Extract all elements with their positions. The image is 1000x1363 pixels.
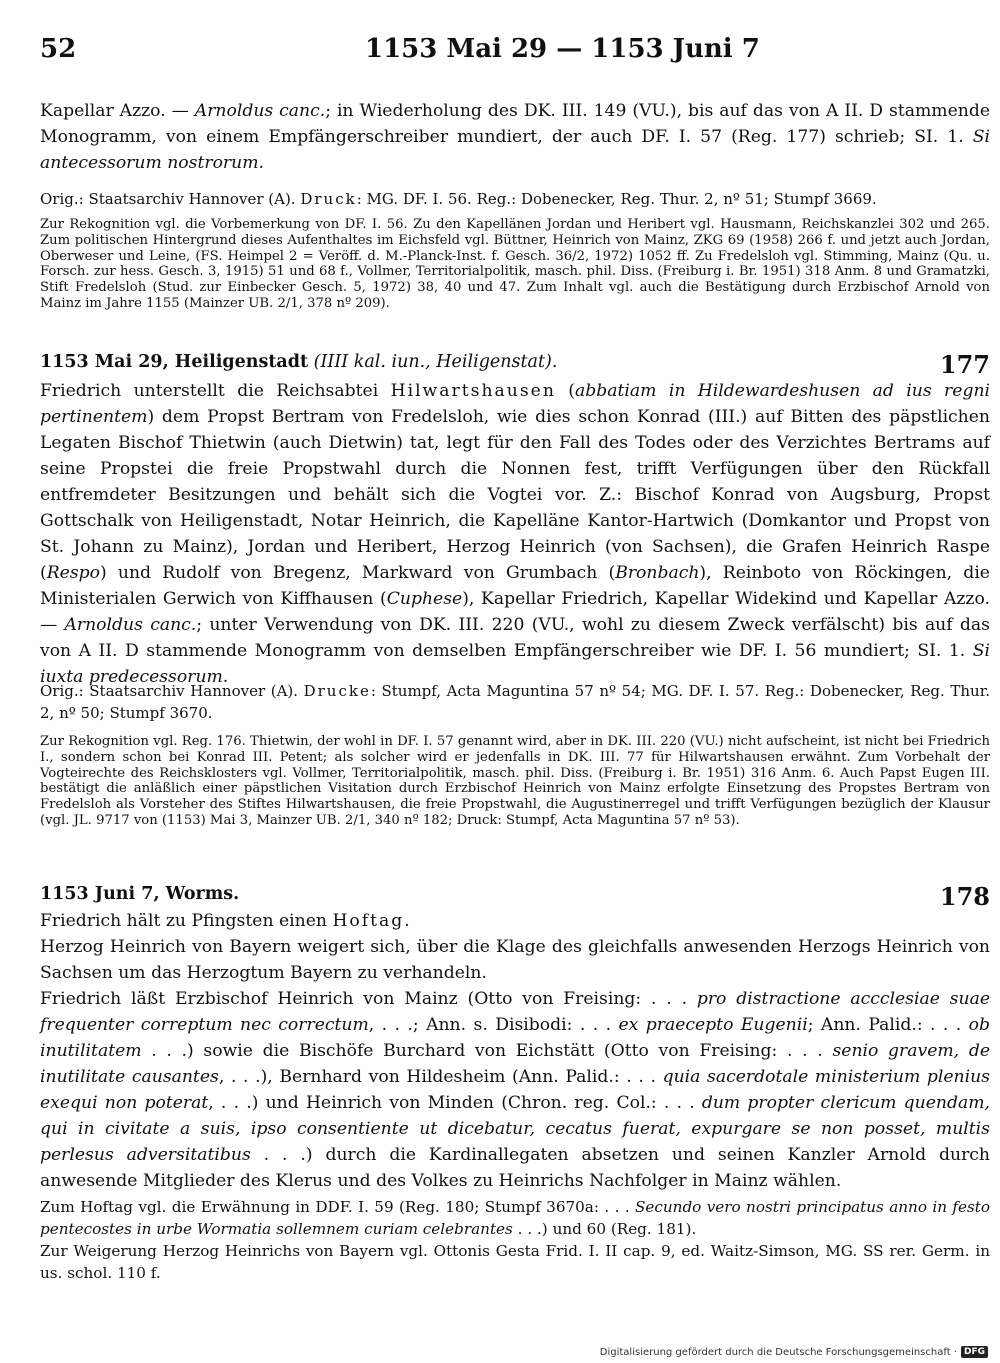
footer-credit xyxy=(600,1346,988,1358)
prev-entry-text: Kapellar Azzo. — Arnoldus canc.; in Wiederholung des DK. III. 149 (VU.), bis auf das von A II. D stammende Monogramm, von einem Empfängerschreiber mundiert, der auch DF. I. 57 (Reg. 177) schrieb; SI. 1. Si antecessorum nostrorum. xyxy=(40,101,991,173)
entry-177-text: Friedrich unterstellt die Reichsabtei Hilwartshausen (abbatiam in Hildewardeshusen ad ius regni pertinentem) dem Propst Bertram von Fredelsloh, wie dies schon Konrad (III.) auf Bitten des päpstlichen Legaten Bischof Thietwin (auch Dietwin) tat, legt für den Fall des Todes oder des Verzichtes Bertrams auf seine Propstei die freie Propstwahl durch die Nonnen fest, trifft Verfügungen über den Rückfall entfremdeter Besitzungen und behält sich die Vogtei vor. Z.: Bischof Konrad von Augsburg, Propst Gottschalk von Heiligenstadt, Notar Heinrich, die Kapelläne Kantor-Hartwich (Domkantor und Propst von St. Johann zu Mainz), Jordan und Heribert, Herzog Heinrich (von Sachsen), die Grafen Heinrich Raspe (Respo) und Rudolf von Bregenz, Markward von Grumbach (Bronbach), Reinboto von Röckingen, die Ministerialen Gerwich von Kiffhausen (Cuphese), Kapellar Friedrich, Kapellar Widekind und Kapellar Azzo. — Arnoldus canc.; unter Verwendung von DK. III. 220 (VU., wohl zu diesem Zweck verfälscht) bis auf das von A II. D stammende Monogramm von demselben Empfängerschreiber wie DF. I. 56 mundiert; SI. 1. Si iuxta predecessorum. xyxy=(40,381,991,687)
dfg-logo: DFG xyxy=(961,1346,988,1358)
entry-177-date: 1153 Mai 29, Heiligenstadt xyxy=(40,352,309,372)
prev-entry-note: Zur Rekognition vgl. die Vorbemerkung von DF. I. 56. Zu den Kapellänen Jordan und Heribert vgl. Hausmann, Reichskanzlei 302 und 265. Zum politischen Hintergrund dieses Aufenthaltes im Eichsfeld vgl. Büttner, Heinrich von Mainz, ZKG 69 (1958) 266 f. und jetzt auch Jordan, Oberweser und Leine, (FS. Heimpel 2 = Veröff. d. M.-Planck-Inst. f. Gesch. 36/2, 1972) 1052 ff. Zu Fredelsloh vgl. Stimming, Mainz (Qu. u. Forsch. zur hess. Gesch. 3, 1915) 51 und 68 f., Vollmer, Territorialpolitik, masch. phil. Diss. (Freiburg i. Br. 1951) 318 Anm. 8 und Gramatzki, Stift Fredelsloh (Stud. zur Einbecker Gesch. 5, 1972) 38, 40 und 47. Zum Inhalt vgl. auch die Bestätigung durch Erzbischof Arnold von Mainz im Jahre 1155 (Mainzer UB. 2/1, 378 nº 209). xyxy=(40,217,990,311)
page-header xyxy=(40,34,990,74)
entry-177-header xyxy=(40,352,990,380)
entry-178-number: 178 xyxy=(939,882,990,911)
page-number: 52 xyxy=(40,34,77,64)
entry-177-sources: Orig.: Staatsarchiv Hannover (A). Drucke: Stumpf, Acta Maguntina 57 nº 54; MG. DF. I. 57. Reg.: Dobenecker, Reg. Thur. 2, nº 50; Stumpf 3670. xyxy=(40,682,990,722)
entry-177-date-latin: (IIII kal. iun., Heiligenstat). xyxy=(313,352,558,372)
entry-177-note: Zur Rekognition vgl. Reg. 176. Thietwin, der wohl in DF. I. 57 genannt wird, aber in DK. III. 220 (VU.) nicht aufscheint, ist nicht bei Friedrich I., sondern schon bei Konrad III. Petent; als solcher wird er jedenfalls in DK. III. 77 für Hilwartshausen erwähnt. Zum Vorbehalt der Vogteirechte des Reichsklosters vgl. Vollmer, Territorialpolitik, masch. phil. Diss. (Freiburg i. Br. 1951) 316 Anm. 6. Auch Papst Eugen III. bestätigt die anläßlich einer päpstlichen Visitation durch Erzbischof Heinrich von Mainz erfolgte Einsetzung des Propstes Bertram von Fredelsloh als Vorsteher des Stiftes Hilwartshausen, die freie Propstwahl, die Augustinerregel und trifft Verfügungen bezüglich der Klausur (vgl. JL. 9717 von (1153) Mai 3, Mainzer UB. 2/1, 340 nº 182; Druck: Stumpf, Acta Maguntina 57 nº 53). xyxy=(40,734,990,828)
entry-178-date: 1153 Juni 7, Worms. xyxy=(40,884,240,904)
running-head: 1153 Mai 29 — 1153 Juni 7 xyxy=(365,34,760,64)
entry-178-notes: Zum Hoftag vgl. die Erwähnung in DDF. I. 59 (Reg. 180; Stumpf 3670a: . . . Secundo vero nostri principatus anno in festo pentecostes in urbe Wormatia sollemnem curiam celebrantes . . .) und 60 (Reg. 181). Zur Weigerung Herzog Heinrichs von Bayern vgl. Ottonis Gesta Frid. I. II cap. 9, ed. Waitz-Simson, MG. SS rer. Germ. in us. schol. 110 f. xyxy=(40,1198,991,1282)
entry-177-number: 177 xyxy=(939,350,990,379)
prev-entry-sources: Orig.: Staatsarchiv Hannover (A). Druck: MG. DF. I. 56. Reg.: Dobenecker, Reg. Thur. 2, nº 51; Stumpf 3669. xyxy=(40,190,877,208)
footer-text: Digitalisierung gefördert durch die Deutsche Forschungsgemeinschaft · xyxy=(599,1346,957,1358)
entry-178-text: Friedrich hält zu Pfingsten einen Hoftag. Herzog Heinrich von Bayern weigert sich, über die Klage des gleichfalls anwesenden Herzogs Heinrich von Sachsen um das Herzogtum Bayern zu verhandeln. Friedrich läßt Erzbischof Heinrich von Mainz (Otto von Freising: . . . pro distractione accclesiae suae frequenter correptum nec correctum, . . .; Ann. s. Disibodi: . . . ex praecepto Eugenii; Ann. Palid.: . . . ob inutilitatem . . .) sowie die Bischöfe Burchard von Eichstätt (Otto von Freising: . . . senio gravem, de inutilitate causantes, . . .), Bernhard von Hildesheim (Ann. Palid.: . . . quia sacerdotale ministerium plenius exequi non poterat, . . .) und Heinrich von Minden (Chron. reg. Col.: . . . dum propter clericum quendam, qui in civitate a suis, ipso consentiente ut dicebatur, cecatus fuerat, expurgare se non posset, multis perlesus adversitatibus . . .) durch die Kardinallegaten absetzen und seinen Kanzler Arnold durch anwesende Mitglieder des Klerus und des Volkes zu Heinrichs Nachfolger in Mainz wählen. xyxy=(40,911,991,1191)
